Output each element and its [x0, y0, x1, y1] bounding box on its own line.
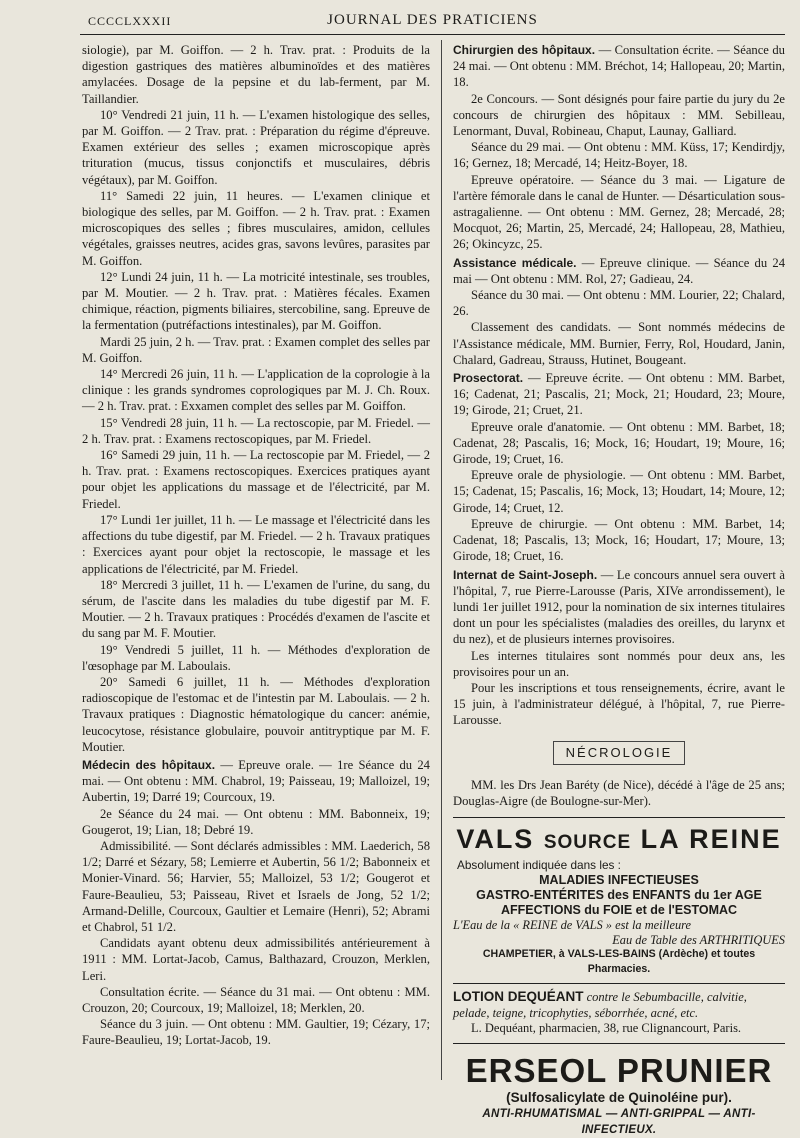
section-paragraph: Epreuve orale d'anatomie. — Ont obtenu : MM. Barbet, 18; Cadenat, 28; Pascalis, 16; Mock, 16; Houdart, 19; Moure, 16; Girode, 19; Cruet, 16. — [453, 419, 785, 467]
vals-ad-line: Absolument indiquée dans les : — [457, 858, 621, 873]
vals-ad-line: CHAMPETIER, à VALS-LES-BAINS (Ardèche) et toutes Pharmacies. — [482, 948, 756, 976]
course-paragraph: 18° Mercredi 3 juillet, 11 h. — L'examen de l'urine, du sang, du sérum, de l'ascite dans les maladies du tube digestif par M. F. Moutier. — 2 h. Travaux pratiques : Procédés d'examen de l'ascite et du sang par M. F. Moutier. — [82, 577, 430, 641]
journal-title: JOURNAL DES PRATICIENS — [327, 12, 538, 28]
section-paragraph: Epreuve de chirurgie. — Ont obtenu : MM. Barbet, 14; Cadenat, 18; Pascalis, 13; Mock, 16; Houdart, 17; Moure, 13; Girode, 18; Cruet, 16. — [453, 516, 785, 564]
course-paragraph: Mardi 25 juin, 2 h. — Trav. prat. : Examen complet des selles par M. Goiffon. — [82, 334, 430, 365]
course-paragraph: 20° Samedi 6 juillet, 11 h. — Méthodes d'exploration radioscopique de l'estomac et de l'intestin par M. Laboulais. — 2 h. Travaux pratiques : Diagnostic hématologique du cancer: anémie, leucocytose, résistance globulaire, pouvoir antitryptique par M. F. Moutier. — [82, 674, 430, 754]
section-heading: Assistance médicale. — [453, 255, 577, 270]
vals-ad-title-c: LA REINE — [640, 824, 782, 855]
vals-ad-title-a: VALS — [456, 824, 535, 855]
lotion-advertisement — [453, 983, 785, 1043]
section-paragraph: Pour les inscriptions et tous renseignements, écrire, avant le 15 juin, à l'administrateur délégué, à l'hôpital, 7, rue Pierre-Larousse. — [453, 680, 785, 728]
section-text: — Consultation écrite. — Séance du 24 mai. — Ont obtenu : MM. Bréchot, 14; Hallopeau, 20; Martin, 18. — [453, 43, 785, 90]
course-paragraph: 14° Mercredi 26 juin, 11 h. — L'application de la coprologie à la clinique : les grands syndromes coprologiques par M. J. Ch. Roux. — 2 h. Trav. prat. : Exxamen complet des selles par M. Goiffon. — [82, 367, 430, 414]
page-number: CCCCLXXXII — [88, 14, 172, 28]
vals-ad-line: AFFECTIONS du FOIE et de l'ESTOMAC — [500, 903, 738, 918]
section-text: — Epreuve écrite. — Ont obtenu : MM. Barbet, 16; Cadenat, 21; Pascalis, 21; Mock, 21; Houdard, 23; Moure, 19; Girode, 21; Cruet, 21. — [453, 371, 785, 418]
erseol-advertisement — [453, 1043, 785, 1138]
erseol-ad-title: ERSEOL PRUNIER — [465, 1051, 773, 1089]
internat-section — [453, 567, 785, 648]
assistance-section — [453, 255, 785, 287]
course-paragraph: 15° Vendredi 28 juin, 11 h. — La rectoscopie, par M. Friedel. — 2 h. Trav. prat. : Examens rectoscopiques, par M. Friedel. — [82, 415, 430, 446]
section-heading: Prosectorat. — [453, 371, 524, 386]
section-text: — Epreuve orale. — 1re Séance du 24 mai. — Ont obtenu : MM. Chabrol, 19; Paisseau, 19; Malloizel, 19; Aubertin, 19; Darré 19; Courcoux, 19. — [82, 757, 430, 805]
erseol-ad-subtitle: (Sulfosalicylate de Quinoléine pur). — [506, 1089, 732, 1105]
section-heading: Médecin des hôpitaux. — [82, 757, 216, 772]
course-paragraph: siologie), par M. Goiffon. — 2 h. Trav. prat. : Produits de la digestion gastriques des matières albuminoïdes et des matières amylacées. Dosage de la pepsine et du lab-ferment, par M. Taillandier. — [82, 43, 430, 106]
section-paragraph: Admissibilité. — Sont déclarés admissibles : MM. Laederich, 58 1/2; Darré et Sézary, 58; Lemierre et Aubertin, 56 1/2; Babonneix et Monier-Vinard. 56; Harvier, 55; Malloizel, 53 1/2; Gougerot et Faure-Beaulieu, 53; Paisseau, Rivet et Israels de Jong, 52 1/2; Armand-Delille, Courcoux, Gaultier et Lemaire (Henri), 52; Abrami et Chabrol, 51 1/2. — [82, 838, 430, 934]
lotion-ad-title: LOTION DEQUÉANT — [453, 989, 584, 1005]
column-divider — [441, 40, 442, 1080]
section-paragraph: Epreuve opératoire. — Séance du 3 mai. — Ligature de l'artère fémorale dans le canal de Hunter. — Désarticulation sous-astragalienne. — Ont obtenu : MM. Gernez, 28; Mercadé, 28; Mocquot, 26; Martin, 25, Mercadé, 24; Hallopeau, 28, Mathieu, 26; Okincyzc, 25. — [453, 172, 785, 252]
section-paragraph: Séance du 3 juin. — Ont obtenu : MM. Gaultier, 19; Cézary, 17; Faure-Beaulieu, 19; Lortat-Jacob, 19. — [82, 1017, 430, 1048]
vals-ad-line: GASTRO-ENTÉRITES des ENFANTS du 1er AGE — [476, 888, 762, 903]
course-paragraph: 11° Samedi 22 juin, 11 heures. — L'examen clinique et biologique des selles, par M. Goiffon. — 2 h. Trav. prat. : Examen microscopiques des selles ; fibres musculaires, amidon, cellules végétales, graisses neutres, acides gras, savons levûres, parasites par M. Goiffon. — [82, 188, 430, 268]
vals-ad-line: MALADIES INFECTIEUSES — [539, 873, 699, 888]
section-paragraph: Candidats ayant obtenu deux admissibilités antérieurement à 1911 : MM. Lortat-Jacob, Camus, Balthazard, Crouzon, Merklen, Leri. — [82, 936, 430, 983]
section-heading: Chirurgien des hôpitaux. — [453, 43, 596, 57]
left-column — [82, 42, 430, 1093]
section-heading: Internat de Saint-Joseph. — [453, 567, 598, 582]
vals-advertisement — [453, 817, 785, 977]
lotion-ad-address: L. Dequéant, pharmacien, 38, rue Clignancourt, Paris. — [471, 1021, 742, 1036]
section-paragraph: Classement des candidats. — Sont nommés médecins de l'Assistance médicale, MM. Burnier, Ferry, Rol, Houdard, Janin, Chalard, Gadreau, Strauss, Hutinet, Bougeant. — [453, 320, 785, 367]
course-paragraph: 12° Lundi 24 juin, 11 h. — La motricité intestinale, ses troubles, par M. Moutier. — 2 h. Trav. prat. : Matières fécales. Examen chimique, réaction, pigments biliaires, stercobiline, sang. Epreuve de la fermentation (putréfactions intestinales), par M. Goiffon. — [82, 269, 430, 333]
right-column — [453, 42, 785, 1137]
section-paragraph: Epreuve orale de physiologie. — Ont obtenu : MM. Barbet, 15; Cadenat, 15; Pascalis, 16; Mock, 13; Houdart, 14; Moure, 12; Girode, 14; Cruet, 12. — [453, 468, 785, 515]
section-text: — Le concours annuel sera ouvert à l'hôpital, 7, rue Pierre-Larousse (Paris, XIVe arrondissement), le lundi 1er juillet 1912, pour la nomination de six internes titulaires dont un pour les spécialistes (maladies des oreilles, du larynx et du nez), et de plusieurs internes provisoires. — [453, 567, 785, 647]
vals-ad-title — [453, 824, 785, 858]
chirurgien-section — [453, 42, 785, 91]
vals-ad-title-b: SOURCE — [543, 832, 632, 854]
course-paragraph: 19° Vendredi 5 juillet, 11 h. — Méthodes d'exploration de l'œsophage par M. Laboulais. — [82, 642, 430, 673]
vals-ad-line: L'Eau de la « REINE de VALS » est la meilleure — [453, 918, 692, 933]
lotion-ad-text: contre le Sebumbacille, calvitie, pelade, teigne, tricophyties, séborrhée, acné, etc. — [453, 990, 747, 1020]
course-paragraph: 16° Samedi 29 juin, 11 h. — La rectoscopie par M. Friedel, — 2 h. Trav. prat. : Examens rectoscopiques. Exercices pratiques ayant pour objet les applications du massage et de l'électricité, par M. Friedel. — [82, 448, 430, 511]
section-paragraph: Consultation écrite. — Séance du 31 mai. — Ont obtenu : MM. Crouzon, 20; Courcoux, 19; Malloizel, 18; Merklen, 20. — [82, 984, 430, 1015]
prosectorat-section — [453, 370, 785, 419]
course-paragraph: 10° Vendredi 21 juin, 11 h. — L'examen histologique des selles, par M. Goiffon. — 2 Trav. prat. : Préparation du régime d'épreuve. Examen extérieur des selles ; examen microscopique après trituration (mucus, tissus conjonctifs et musculaires, débris végétaux), par M. Goiffon. — [82, 107, 430, 187]
section-text: — Epreuve clinique. — Séance du 24 mai — Ont obtenu : MM. Rol, 27; Gadieau, 24. — [453, 255, 785, 286]
section-paragraph: Séance du 29 mai. — Ont obtenu : MM. Küss, 17; Kendirdjy, 16; Gernez, 18; Mercadé, 14; Heitz-Boyer, 18. — [453, 140, 785, 171]
section-paragraph: Les internes titulaires sont nommés pour deux ans, les provisoires pour un an. — [453, 648, 785, 679]
erseol-ad-tagline: ANTI-RHUMATISMAL — ANTI-GRIPPAL — ANTI-INFECTIEUX. — [482, 1107, 756, 1137]
page-header — [80, 12, 785, 35]
section-paragraph: 2e Séance du 24 mai. — Ont obtenu : MM. Babonneix, 19; Gougerot, 19; Lian, 18; Debré 19. — [82, 806, 430, 837]
necrologie-heading: NÉCROLOGIE — [553, 741, 685, 765]
section-paragraph: Séance du 30 mai. — Ont obtenu : MM. Lourier, 22; Chalard, 26. — [453, 288, 785, 319]
medecin-section — [82, 757, 430, 806]
course-paragraph: 17° Lundi 1er juillet, 11 h. — Le massage et l'électricité dans les affections du tube digestif, par M. Friedel. — 2 h. Travaux pratiques : Exercices ayant pour objet la rectoscopie, le massage et les applications de l'électricité, par M. Friedel. — [82, 512, 430, 576]
section-paragraph: 2e Concours. — Sont désignés pour faire partie du jury du 2e concours de chirurgien des hôpitaux : MM. Sebilleau, Lenormant, Duval, Robineau, Chaput, Launay, Galliard. — [453, 91, 785, 139]
vals-ad-line: Eau de Table des ARTHRITIQUES — [612, 932, 785, 947]
necrologie-text: MM. les Drs Jean Baréty (de Nice), décédé à l'âge de 25 ans; Douglas-Aigre (de Boulogne-sur-Mer). — [453, 777, 785, 808]
